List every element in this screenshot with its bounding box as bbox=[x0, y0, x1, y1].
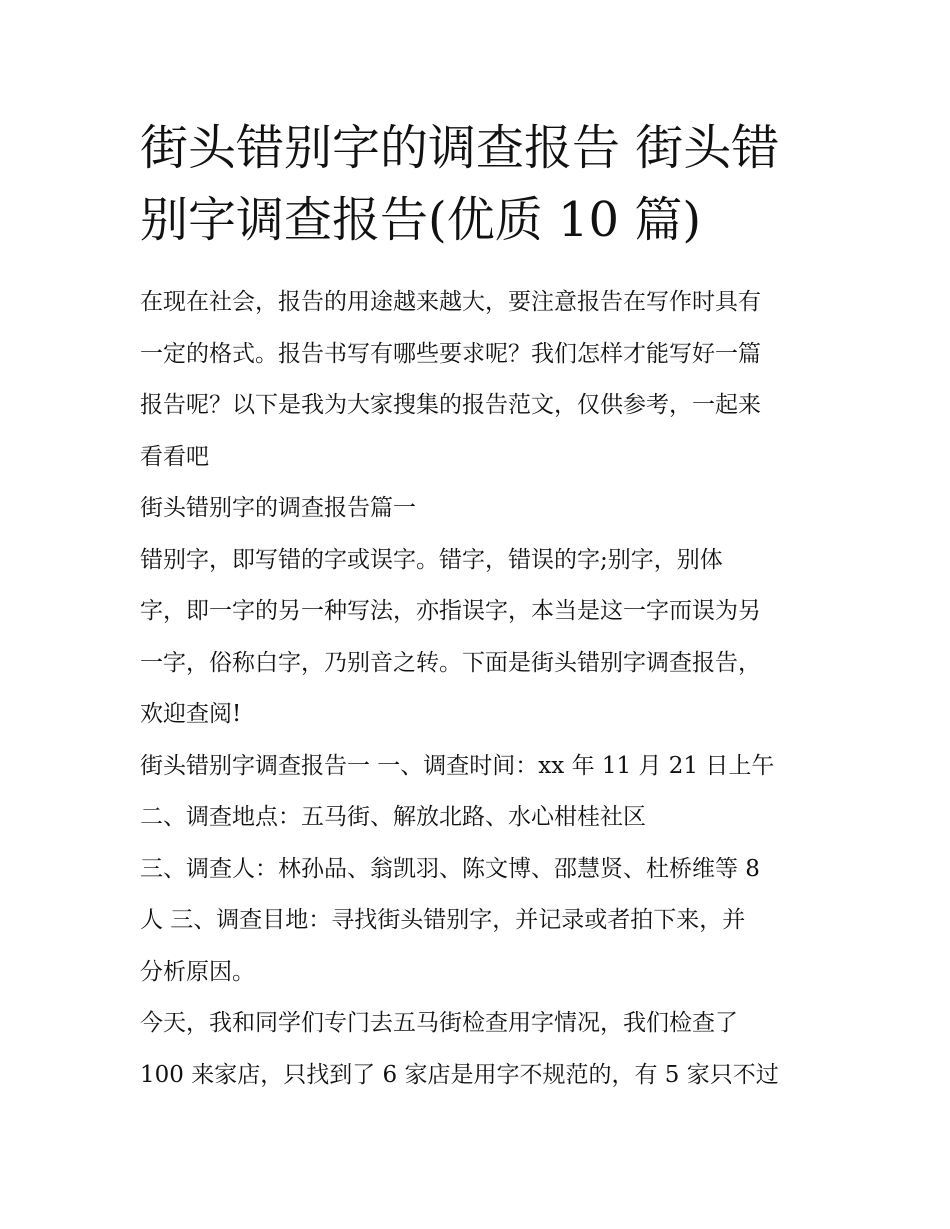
body-line-2: 一定的格式。报告书写有哪些要求呢？我们怎样才能写好一篇 bbox=[140, 340, 761, 367]
survey-people-line: 三、调查人：林孙品、翁凯羽、陈文博、邵慧贤、杜桥维等 8 bbox=[140, 855, 760, 882]
body-line-9: 欢迎查阅! bbox=[140, 701, 242, 727]
body-line-8: 一字，俗称白字，乃别音之转。下面是街头错别字调查报告， bbox=[140, 649, 761, 676]
survey-time-line: 街头错别字调查报告一 一、调查时间：xx 年 11 月 21 日上午 bbox=[140, 752, 775, 779]
document-body bbox=[140, 277, 820, 1101]
title-line-2: 别字调查报告(优质 10 篇) bbox=[140, 192, 702, 248]
body-line-6: 错别字，即写错的字或误字。错字，错误的字;别字，别体 bbox=[140, 546, 723, 573]
section-heading: 街头错别字的调查报告篇一 bbox=[140, 495, 416, 521]
body-line-1: 在现在社会，报告的用途越来越大，要注意报告在写作时具有 bbox=[140, 289, 761, 315]
body-line-4: 看看吧 bbox=[140, 443, 209, 470]
title-line-1: 街头错别字的调查报告 街头错 bbox=[140, 120, 780, 176]
document-title bbox=[140, 112, 820, 256]
body-line-7: 字，即一字的另一种写法，亦指误字，本当是这一字而误为另 bbox=[140, 598, 761, 624]
body-line-3: 报告呢？以下是我为大家搜集的报告范文，仅供参考，一起来 bbox=[140, 392, 761, 418]
body-line-15: 今天，我和同学们专门去五马街检查用字情况，我们检查了 bbox=[140, 1010, 738, 1036]
survey-location-line: 二、调查地点：五马街、解放北路、水心柑桂社区 bbox=[140, 804, 646, 830]
body-line-14: 分析原因。 bbox=[140, 958, 255, 985]
body-line-16: 100 来家店，只找到了 6 家店是用字不规范的，有 5 家只不过 bbox=[140, 1061, 779, 1088]
survey-purpose-line: 人 三、调查目地：寻找街头错别字，并记录或者拍下来，并 bbox=[140, 907, 746, 933]
